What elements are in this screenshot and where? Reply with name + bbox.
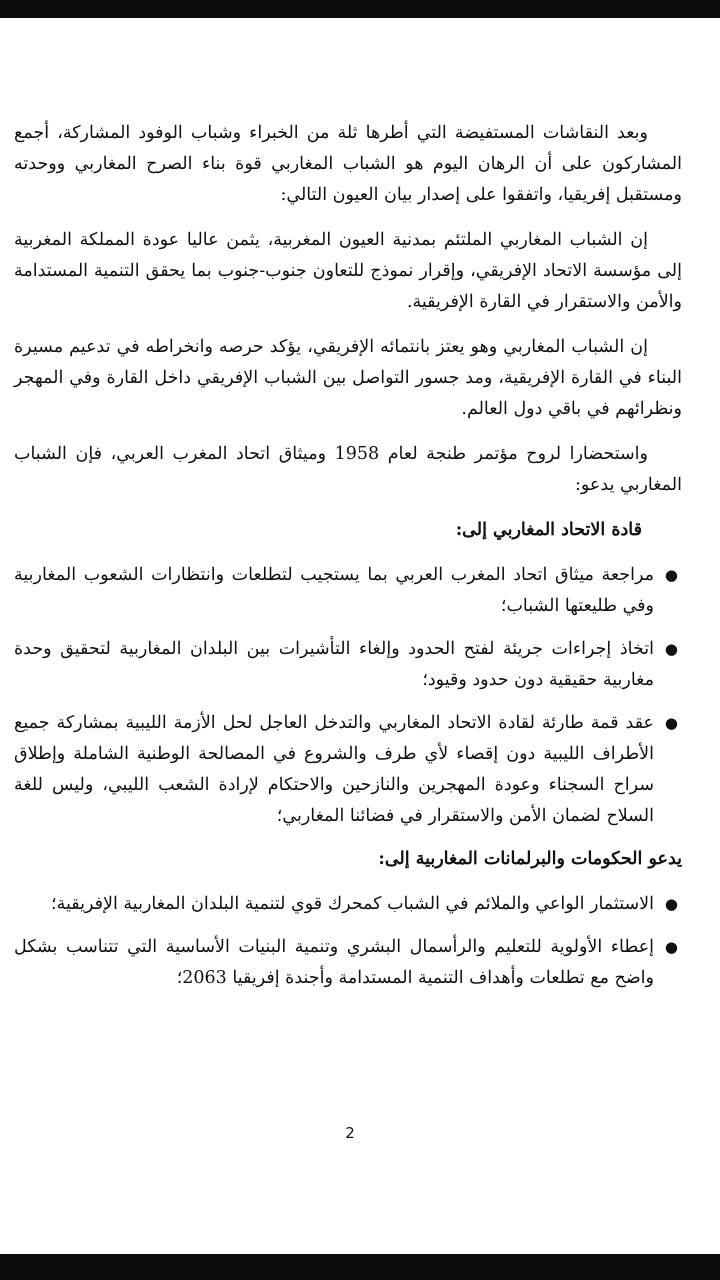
bullet-icon: ● (664, 640, 678, 658)
list-leaders (14, 560, 682, 832)
list-item-text: اتخاذ إجراءات جريئة لفتح الحدود وإلغاء التأشيرات بين البلدان المغاربية لتحقيق وحدة مغاربية حقيقية دون حدود وقيود؛ (14, 639, 654, 690)
page-number: 2 (345, 1124, 355, 1142)
bullet-icon: ● (664, 566, 678, 584)
list-item (14, 560, 678, 622)
bottom-navigation-bar (0, 1254, 720, 1280)
list-item-text: إعطاء الأولوية للتعليم والرأسمال البشري وتنمية البنيات الأساسية التي تتناسب بشكل واضح مع تطلعات وأهداف التنمية المستدامة وأجندة إفريقيا 2063؛ (14, 937, 654, 988)
list-item-text: عقد قمة طارئة لقادة الاتحاد المغاربي والتدخل العاجل لحل الأزمة الليبية بمشاركة جميع الأطراف الليبية دون إقصاء لأي طرف والشروع في المصالحة الوطنية الشاملة وإطلاق سراح السجناء وعودة المهجرين والنازحين والاحتكام لإرادة الشعب الليبي، وليس للغة السلاح لضمان الأمن والاستقرار في فضائنا المغاربي؛ (14, 713, 654, 826)
paragraph-african-identity: إن الشباب المغاربي وهو يعتز بانتمائه الإفريقي، يؤكد حرصه وانخراطه في تدعيم مسيرة البناء في القارة الإفريقية، ومد جسور التواصل بين الشباب الإفريقي داخل القارة وفي المهجر ونظرائهم في باقي دول العالم. (14, 337, 682, 419)
paragraph-welcome-return: إن الشباب المغاربي الملتئم بمدنية العيون المغربية، يثمن عاليا عودة المملكة المغربية إلى مؤسسة الاتحاد الإفريقي، وإقرار نموذج للتعاون جنوب-جنوب بما يحقق التنمية المستدامة والأمن والاستقرار في القارة الإفريقية. (14, 230, 682, 312)
bullet-icon: ● (664, 714, 678, 732)
paragraph-intro: وبعد النقاشات المستفيضة التي أطرها ثلة من الخبراء وشباب الوفود المشاركة، أجمع المشاركون على أن الرهان اليوم هو الشباب المغاربي قوة بناء الصرح المغاربي ووحدته ومستقبل إفريقيا، واتفقوا على إصدار بيان العيون التالي: (14, 123, 682, 205)
list-item (14, 708, 678, 832)
bullet-icon: ● (664, 895, 678, 913)
top-status-bar (0, 0, 720, 18)
list-item-text: مراجعة ميثاق اتحاد المغرب العربي بما يستجيب لتطلعات وانتظارات الشعوب المغاربية وفي طليعتها الشباب؛ (14, 565, 654, 616)
list-item (14, 634, 678, 696)
section-heading-leaders: قادة الاتحاد المغاربي إلى: (455, 520, 642, 540)
section-heading-governments: يدعو الحكومات والبرلمانات المغاربية إلى: (378, 849, 682, 869)
list-item (14, 889, 678, 920)
paragraph-tangier-call: واستحضارا لروح مؤتمر طنجة لعام 1958 وميثاق اتحاد المغرب العربي، فإن الشباب المغاربي يدعو: (14, 444, 682, 495)
document-page (14, 118, 682, 1006)
list-item-text: الاستثمار الواعي والملائم في الشباب كمحرك قوي لتنمية البلدان المغاربية الإفريقية؛ (51, 894, 654, 914)
bullet-icon: ● (664, 938, 678, 956)
list-governments (14, 889, 682, 994)
list-item (14, 932, 678, 994)
